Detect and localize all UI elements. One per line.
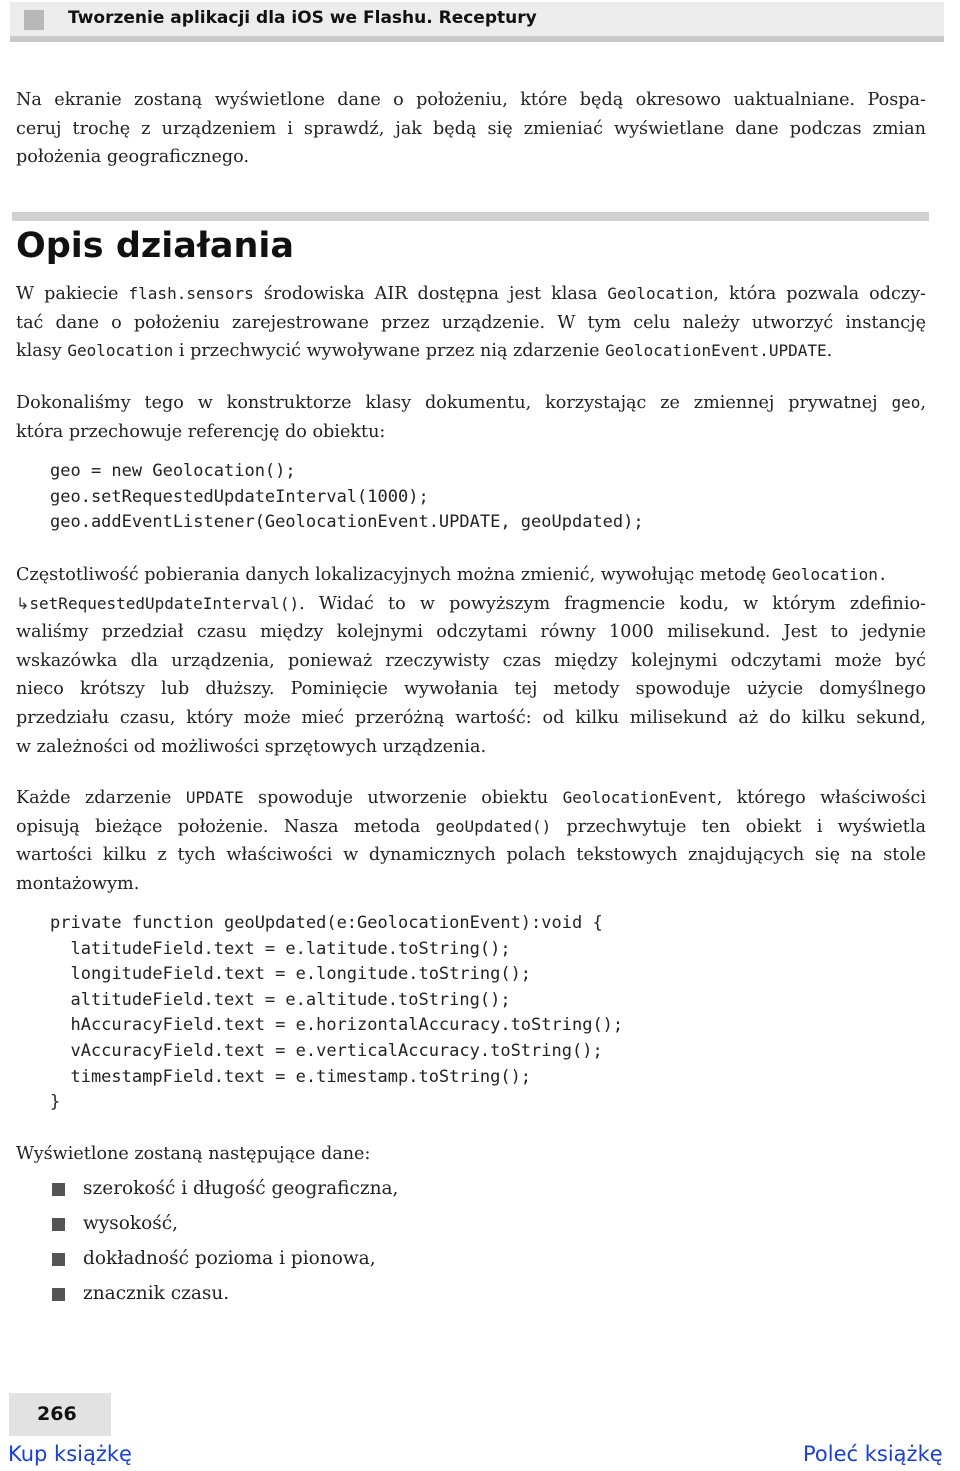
code2-line: altitudeField.text = e.altitude.toString();: [50, 989, 511, 1010]
paragraph-1: [16, 280, 926, 366]
code1-line: geo.setRequestedUpdateInterval(1000);: [50, 486, 429, 507]
list-item-text: wysokość,: [83, 1213, 179, 1234]
p3-line-2: [16, 590, 926, 619]
p2-text-a: Dokonaliśmy tego w konstruktorze klasy dokumentu, korzystając ze zmiennej prywatnej: [16, 393, 892, 413]
p4-text-a: Każde zdarzenie: [16, 788, 186, 808]
p4-line-1: [16, 784, 926, 813]
code-block-2: [50, 911, 623, 1116]
header-title: Tworzenie aplikacji dla iOS we Flashu. Receptury: [68, 8, 537, 28]
intro-line-2: ceruj trochę z urządzeniem i sprawdź, jak będą się zmieniać wyświetlane dane podczas zmian: [16, 118, 926, 139]
bullet-square-icon: [52, 1288, 65, 1301]
header-square-icon: [24, 10, 44, 30]
code1-line: geo = new Geolocation();: [50, 461, 296, 481]
code2-line: private function geoUpdated(e:GeolocationEvent):void {: [50, 913, 603, 933]
p3-code-geolocation: Geolocation.: [771, 565, 888, 584]
paragraph-2: [16, 389, 926, 446]
p3-line-1: [16, 561, 926, 590]
intro-line-3: położenia geograficznego.: [16, 147, 250, 168]
list-item: [50, 1279, 398, 1314]
code-block-1: [50, 459, 644, 536]
p1-code-package: flash.sensors: [128, 284, 254, 303]
p2-line-1: [16, 389, 926, 418]
p2-code-geo: geo: [891, 393, 921, 412]
p4-code-update: UPDATE: [185, 788, 244, 807]
bullet-square-icon: [52, 1253, 65, 1266]
p1-text-a: W pakiecie: [16, 284, 129, 304]
p1-line-2: tać dane o położeniu zarejestrowane przez urządzenie. W tym celu należy utworzyć instancję: [16, 312, 926, 333]
p1-text-f: klasy: [16, 341, 68, 362]
code2-line: }: [50, 1092, 61, 1113]
p3-line-6: przedziału czasu, który może mieć przeróżną wartość: od kilku milisekund aż do kilku sekund,: [16, 707, 926, 728]
p1-code-class-2: Geolocation: [67, 341, 174, 361]
p4-line-4: montażowym.: [16, 873, 140, 894]
p4-text-c: spowoduje utworzenie obiektu: [243, 788, 563, 808]
p4-code-method: geoUpdated(): [435, 816, 552, 836]
code1-line: geo.addEventListener(GeolocationEvent.UPDATE, geoUpdated);: [50, 512, 644, 533]
p1-text-h: i przechwycić wywoływane przez nią zdarzenie: [173, 341, 606, 362]
p1-line-1: [16, 280, 926, 309]
code2-line: latitudeField.text = e.latitude.toString();: [50, 938, 511, 959]
buy-book-link[interactable]: Kup książkę: [8, 1442, 132, 1466]
p3-text-d: . Widać to w powyższym fragmencie kodu, w którym zdefinio-: [299, 593, 926, 614]
p5-line-1: Wyświetlone zostaną następujące dane:: [16, 1144, 371, 1164]
paragraph-3: [16, 561, 926, 761]
p1-line-3: [16, 337, 926, 366]
code2-line: longitudeField.text = e.longitude.toString();: [50, 964, 532, 985]
intro-paragraph: [16, 86, 926, 172]
code2-line: hAccuracyField.text = e.horizontalAccuracy.toString();: [50, 1015, 624, 1036]
p4-text-e: , którego właściwości: [716, 788, 927, 808]
list-item: [50, 1244, 398, 1279]
page-number-box: [9, 1393, 111, 1436]
p2-line-2: która przechowuje referencję do obiektu:: [16, 421, 386, 442]
p2-text-c: ,: [920, 393, 926, 413]
p1-text-c: środowiska AIR dostępna jest klasa: [253, 284, 608, 304]
p1-text-e: , która pozwala odczy-: [713, 284, 926, 304]
bullet-square-icon: [52, 1218, 65, 1231]
code2-line: vAccuracyField.text = e.verticalAccuracy.toString();: [50, 1040, 603, 1061]
paragraph-4: [16, 784, 926, 898]
p4-line-3: wartości kilku z tych właściwości w dynamicznych polach tekstowych znajdujących się na stole: [16, 845, 926, 866]
p1-code-event: GeolocationEvent.UPDATE: [605, 341, 827, 361]
p4-text-f: opisują bieżące położenie. Nasza metoda: [16, 816, 436, 837]
continuation-arrow-icon: ↳: [16, 593, 30, 613]
p3-code-method: setRequestedUpdateInterval(): [29, 593, 300, 613]
p3-line-7: w zależności od możliwości sprzętowych urządzenia.: [16, 736, 487, 757]
page-number: 266: [37, 1403, 77, 1425]
section-title: Opis działania: [16, 226, 295, 266]
bullet-square-icon: [52, 1183, 65, 1196]
list-item-text: dokładność pozioma i pionowa,: [83, 1248, 376, 1269]
paragraph-5: [16, 1140, 926, 1169]
p3-line-5: nieco krótszy lub dłuższy. Pominięcie wywołania tej metody spowoduje użycie domyślnego: [16, 679, 926, 700]
p1-code-class: Geolocation: [607, 284, 714, 303]
p1-text-j: .: [826, 341, 833, 362]
recommend-book-link[interactable]: Poleć książkę: [803, 1442, 943, 1466]
list-item-text: szerokość i długość geograficzna,: [83, 1178, 399, 1199]
list-item: [50, 1209, 398, 1244]
code2-line: timestampField.text = e.timestamp.toString();: [50, 1066, 532, 1087]
intro-line-1: Na ekranie zostaną wyświetlone dane o położeniu, które będą okresowo uaktualniane. Pospa-: [16, 90, 926, 110]
running-header: [10, 2, 944, 42]
list-item-text: znacznik czasu.: [83, 1283, 230, 1304]
p4-code-event: GeolocationEvent: [562, 788, 717, 807]
p3-line-3: waliśmy przedział czasu między kolejnymi odczytami równy 1000 milisekund. Jest to jedynie: [16, 622, 926, 643]
p4-line-2: [16, 813, 926, 842]
bullet-list: [50, 1174, 398, 1314]
p4-text-h: przechwytuje ten obiekt i wyświetla: [551, 816, 926, 837]
section-divider: [12, 212, 929, 221]
list-item: [50, 1174, 398, 1209]
p3-text-a: Częstotliwość pobierania danych lokalizacyjnych można zmienić, wywołując metodę: [16, 565, 772, 585]
p3-line-4: wskazówka dla urządzenia, ponieważ rzeczywisty czas między kolejnymi odczytami może być: [16, 650, 926, 671]
